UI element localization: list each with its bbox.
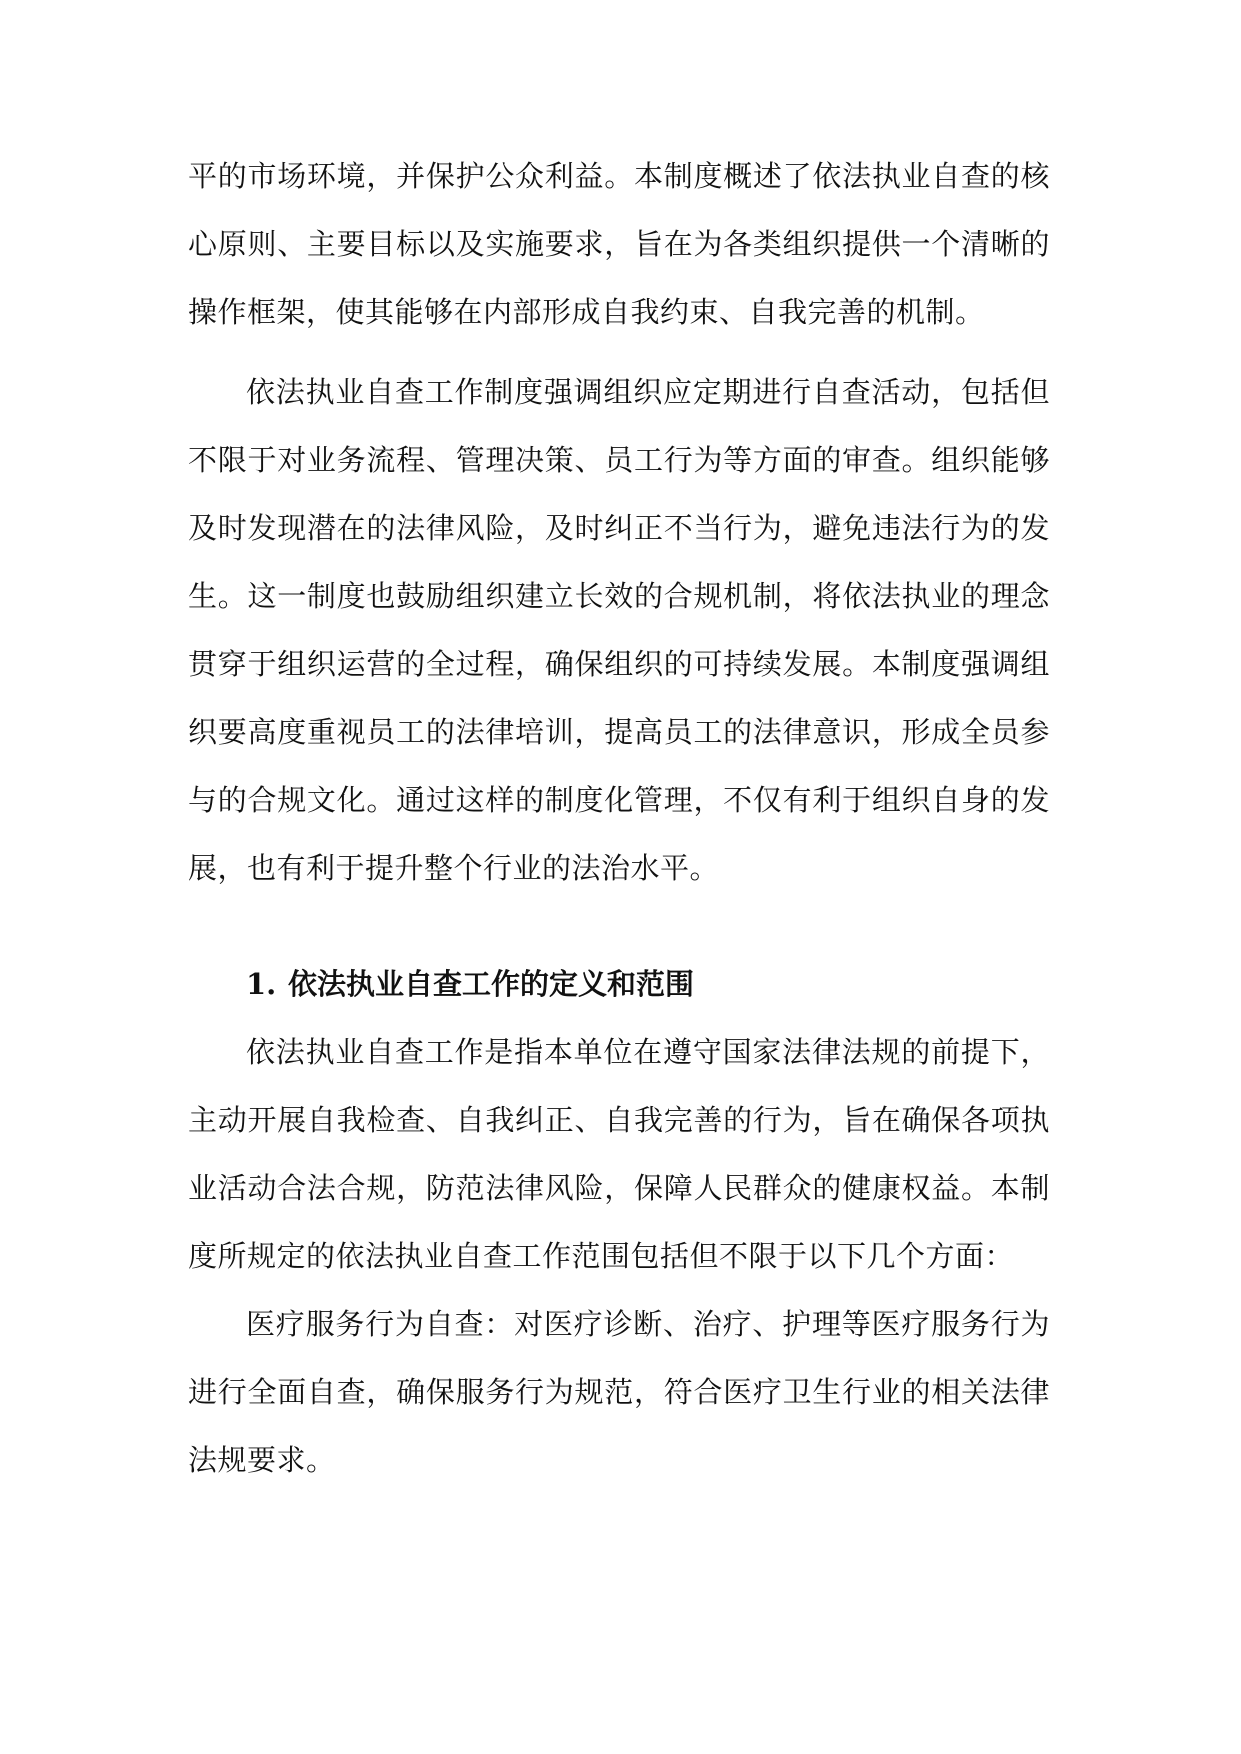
document-body (188, 142, 1050, 1494)
section-title: 依法执业自查工作的定义和范围 (288, 967, 695, 1001)
paragraph-intro-continuation: 平的市场环境，并保护公众利益。本制度概述了依法执业自查的核心原则、主要目标以及实施要求，旨在为各类组织提供一个清晰的操作框架，使其能够在内部形成自我约束、自我完善的机制。 (188, 159, 1050, 329)
paragraph-definition-scope: 依法执业自查工作是指本单位在遵守国家法律法规的前提下，主动开展自我检查、自我纠正、自我完善的行为，旨在确保各项执业活动合法合规，防范法律风险，保障人民群众的健康权益。本制度所规定的依法执业自查工作范围包括但不限于以下几个方面： (188, 1035, 1050, 1273)
section-heading (188, 950, 1050, 1018)
paragraph-medical-service-inspection: 医疗服务行为自查：对医疗诊断、治疗、护理等医疗服务行为进行全面自查，确保服务行为规范，符合医疗卫生行业的相关法律法规要求。 (188, 1307, 1050, 1477)
paragraph-self-inspection-system: 依法执业自查工作制度强调组织应定期进行自查活动，包括但不限于对业务流程、管理决策、员工行为等方面的审查。组织能够及时发现潜在的法律风险，及时纠正不当行为，避免违法行为的发生。这一制度也鼓励组织建立长效的合规机制，将依法执业的理念贯穿于组织运营的全过程，确保组织的可持续发展。本制度强调组织要高度重视员工的法律培训，提高员工的法律意识，形成全员参与的合规文化。通过这样的制度化管理，不仅有利于组织自身的发展，也有利于提升整个行业的法治水平。 (188, 375, 1050, 885)
section-number: 1. (246, 967, 277, 1001)
